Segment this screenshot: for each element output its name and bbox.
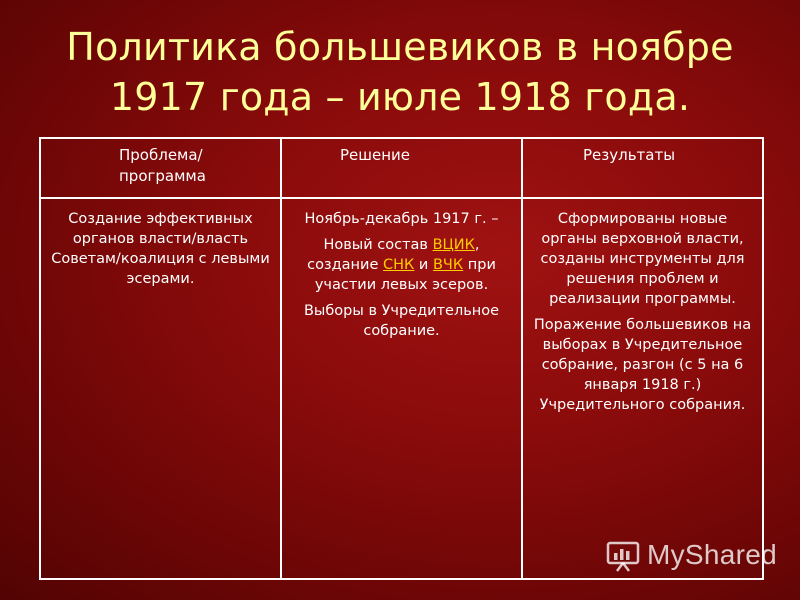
header-problem-line-1: Проблема/ <box>119 146 203 164</box>
header-decision-label: Решение <box>340 146 411 164</box>
policy-table <box>39 137 764 580</box>
decision-text-part-1: Новый состав <box>323 237 433 253</box>
vcik-link[interactable]: ВЦИК <box>432 237 475 253</box>
table-header-row <box>40 138 763 198</box>
decision-bodies <box>290 235 513 295</box>
header-problem <box>40 138 281 198</box>
snk-link[interactable]: СНК <box>383 257 415 273</box>
slide-title <box>20 22 780 122</box>
header-results-label: Результаты <box>583 146 676 164</box>
decision-elections: Выборы в Учредительное собрание. <box>303 303 500 339</box>
title-line-2: 1917 года – июле 1918 года. <box>109 75 691 119</box>
table-row <box>40 198 763 579</box>
problem-text: Создание эффективных органов власти/власть Советам/коалиция с левыми эсерами. <box>51 211 270 287</box>
presentation-board-icon <box>605 537 641 573</box>
decision-cell <box>281 198 522 579</box>
decision-text-part-2: , создание <box>307 237 480 273</box>
results-text-1: Сформированы новые органы верховной власти, созданы инструменты для решения проблем и реализации программы. <box>540 211 745 307</box>
problem-cell <box>40 198 281 579</box>
header-problem-line-2: программа <box>119 167 206 185</box>
title-line-1: Политика большевиков в ноябре <box>66 25 734 69</box>
decision-text-part-3: и <box>414 257 433 273</box>
header-results <box>522 138 763 198</box>
decision-period: Ноябрь-декабрь 1917 г. – <box>304 211 499 227</box>
watermark-text: MyShared <box>647 539 778 570</box>
results-cell <box>522 198 763 579</box>
decision-text-part-4: при участии левых эсеров. <box>314 257 496 293</box>
header-decision <box>281 138 522 198</box>
watermark <box>605 535 777 575</box>
results-text-2: Поражение большевиков на выборах в Учредительное собрание, разгон (с 5 на 6 января 1918 г.) Учредительного собрания. <box>533 317 752 413</box>
vchk-link[interactable]: ВЧК <box>432 257 464 273</box>
